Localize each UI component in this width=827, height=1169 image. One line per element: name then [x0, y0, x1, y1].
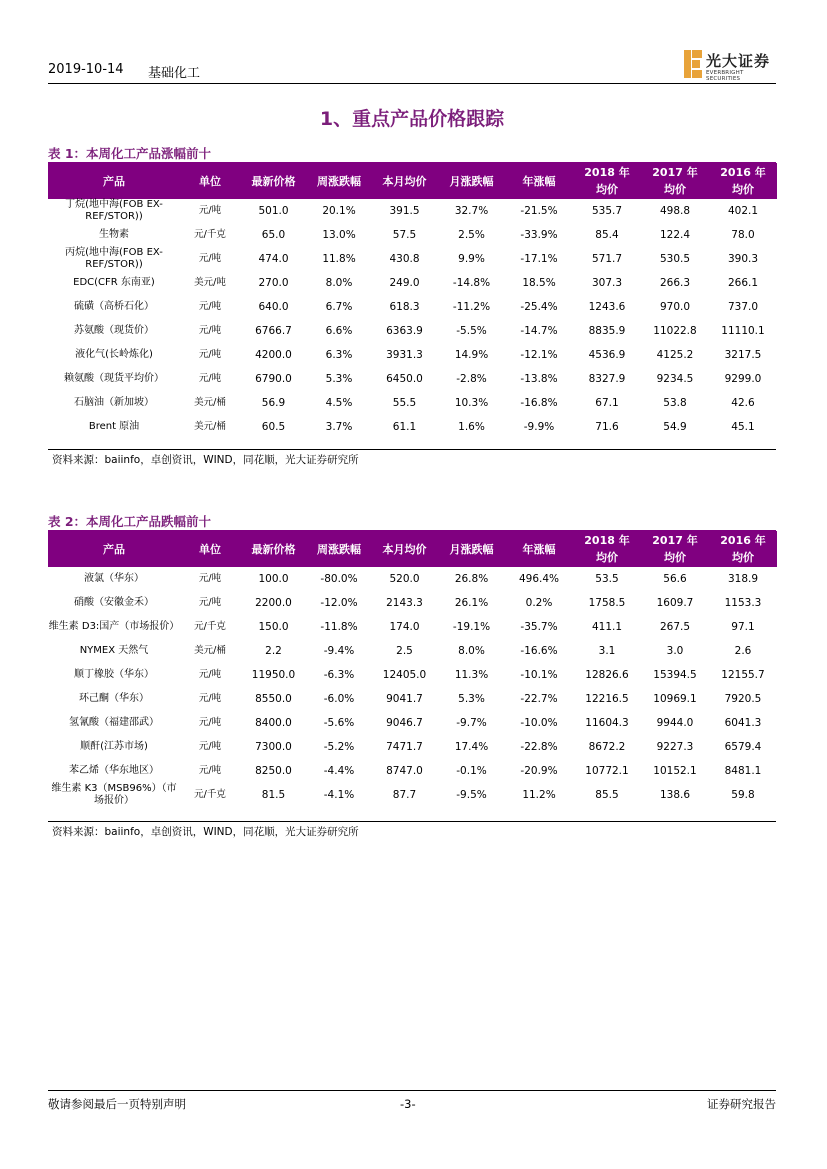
value-cell: 411.1 — [591, 621, 623, 633]
value-cell: -5.2% — [323, 741, 355, 753]
value-cell: 57.5 — [392, 229, 417, 241]
value-cell: 7471.7 — [386, 741, 423, 753]
value-cell: -9.4% — [323, 645, 355, 657]
value-cell: -14.8% — [452, 277, 491, 289]
column-header: 年涨幅 — [505, 163, 573, 199]
value-cell: 59.8 — [731, 789, 755, 801]
value-cell: 11.3% — [454, 669, 489, 681]
value-cell: -2.8% — [456, 373, 487, 385]
value-cell: 3.1 — [598, 645, 616, 657]
value-cell: 3931.3 — [386, 349, 423, 361]
value-cell: 1153.3 — [724, 597, 762, 609]
value-cell: 150.0 — [258, 621, 289, 633]
product-name: 液化气(长岭炼化) — [75, 349, 153, 360]
value-cell: 56.9 — [261, 397, 286, 409]
value-cell: 32.7% — [454, 205, 489, 217]
column-header: 单位 — [180, 531, 240, 567]
value-cell: -6.3% — [323, 669, 355, 681]
product-name: 生物素 — [99, 229, 129, 240]
value-cell: 53.8 — [663, 397, 687, 409]
value-cell: 11.8% — [322, 253, 356, 265]
value-cell: 6.6% — [325, 325, 353, 337]
product-name: 环己酮（华东） — [79, 693, 149, 704]
column-header: 产品 — [48, 163, 180, 199]
value-cell: 67.1 — [595, 397, 619, 409]
unit-cell: 元/吨 — [198, 573, 222, 584]
value-cell: -33.9% — [520, 229, 558, 241]
value-cell: -14.7% — [520, 325, 558, 337]
table-row — [48, 295, 777, 319]
value-cell: 391.5 — [389, 205, 420, 217]
value-cell: 10.3% — [454, 397, 489, 409]
table-row — [48, 367, 777, 391]
value-cell: 2.2 — [265, 645, 282, 657]
value-cell: 6790.0 — [255, 373, 292, 385]
value-cell: 122.4 — [659, 229, 691, 241]
value-cell: 498.8 — [659, 205, 691, 217]
value-cell: 12155.7 — [721, 669, 765, 681]
unit-cell: 元/吨 — [198, 717, 222, 728]
unit-cell: 元/千克 — [194, 789, 226, 800]
value-cell: -9.7% — [456, 717, 487, 729]
value-cell: 8481.1 — [724, 765, 762, 777]
value-cell: 5.3% — [458, 693, 485, 705]
value-cell: 17.4% — [454, 741, 489, 753]
value-cell: 571.7 — [591, 253, 623, 265]
table-row — [48, 343, 777, 367]
value-cell: 13.0% — [322, 229, 356, 241]
value-cell: 11.2% — [522, 789, 556, 801]
unit-cell: 美元/桶 — [194, 397, 226, 408]
column-header: 本月均价 — [371, 163, 438, 199]
value-cell: -25.4% — [520, 301, 558, 313]
table-row — [48, 271, 777, 295]
table-row — [48, 567, 777, 591]
unit-cell: 元/吨 — [198, 325, 222, 336]
value-cell: 97.1 — [731, 621, 755, 633]
value-cell: 430.8 — [389, 253, 420, 265]
product-name: 维生素 K3（MSB96%）（市场报价） — [51, 783, 177, 806]
column-header: 产品 — [48, 531, 180, 567]
disclaimer-note: 敬请参阅最后一页特别声明 — [48, 1097, 186, 1111]
value-cell: 7920.5 — [724, 693, 762, 705]
table-row — [48, 415, 777, 439]
value-cell: 249.0 — [389, 277, 420, 289]
value-cell: 138.6 — [659, 789, 691, 801]
column-header: 月涨跌幅 — [438, 163, 505, 199]
value-cell: 81.5 — [261, 789, 286, 801]
column-header: 2016 年 均价 — [709, 531, 777, 567]
value-cell: 5.3% — [325, 373, 353, 385]
value-cell: 266.3 — [659, 277, 691, 289]
table1-caption: 表 1：本周化工产品涨幅前十 — [48, 146, 212, 161]
value-cell: -10.0% — [520, 717, 558, 729]
product-name: 石脑油（新加坡） — [74, 397, 154, 408]
value-cell: 9041.7 — [386, 693, 423, 705]
value-cell: 496.4% — [518, 573, 560, 585]
product-name: NYMEX 天然气 — [79, 645, 149, 656]
value-cell: 8835.9 — [588, 325, 626, 337]
value-cell: 1758.5 — [588, 597, 626, 609]
value-cell: 8250.0 — [255, 765, 292, 777]
value-cell: 174.0 — [389, 621, 420, 633]
value-cell: -16.8% — [520, 397, 558, 409]
value-cell: -12.0% — [320, 597, 358, 609]
value-cell: 11950.0 — [251, 669, 296, 681]
value-cell: 9234.5 — [656, 373, 694, 385]
value-cell: 270.0 — [258, 277, 289, 289]
value-cell: 501.0 — [258, 205, 289, 217]
section-title: 1、重点产品价格跟踪 — [319, 108, 505, 130]
value-cell: 474.0 — [258, 253, 289, 265]
value-cell: 6579.4 — [724, 741, 762, 753]
product-name: 苏氨酸（现货价） — [74, 325, 154, 336]
product-name: 维生素 D3:国产（市场报价） — [48, 621, 180, 632]
column-header: 最新价格 — [240, 163, 307, 199]
value-cell: 85.4 — [595, 229, 619, 241]
value-cell: 1609.7 — [656, 597, 694, 609]
value-cell: 42.6 — [731, 397, 755, 409]
table-row — [48, 247, 777, 271]
column-header: 月涨跌幅 — [438, 531, 505, 567]
value-cell: 6450.0 — [386, 373, 423, 385]
value-cell: 8747.0 — [386, 765, 423, 777]
value-cell: 15394.5 — [653, 669, 697, 681]
value-cell: -35.7% — [520, 621, 558, 633]
product-name: 氢氰酸（福建邵武） — [69, 717, 159, 728]
value-cell: 0.2% — [525, 597, 553, 609]
value-cell: 6041.3 — [724, 717, 762, 729]
value-cell: 2.6 — [734, 645, 752, 657]
value-cell: 10969.1 — [653, 693, 697, 705]
value-cell: 6363.9 — [386, 325, 423, 337]
unit-cell: 元/吨 — [198, 301, 222, 312]
value-cell: 4200.0 — [255, 349, 292, 361]
value-cell: 307.3 — [591, 277, 623, 289]
value-cell: 3.7% — [325, 421, 353, 433]
product-name: 丁烷(地中海(FOB EX-REF/STOR)) — [65, 199, 163, 222]
value-cell: 26.1% — [454, 597, 489, 609]
value-cell: 6766.7 — [255, 325, 292, 337]
value-cell: 78.0 — [731, 229, 755, 241]
value-cell: 45.1 — [731, 421, 755, 433]
product-name: 硫磺（高桥石化） — [74, 301, 154, 312]
value-cell: 520.0 — [389, 573, 420, 585]
value-cell: 87.7 — [392, 789, 417, 801]
value-cell: 618.3 — [389, 301, 420, 313]
value-cell: -21.5% — [520, 205, 558, 217]
logo-text-en: EVERBRIGHT SECURITIES — [706, 70, 744, 82]
column-header: 单位 — [180, 163, 240, 199]
table1-body — [48, 199, 777, 439]
table-row — [48, 711, 777, 735]
column-header: 2018 年 均价 — [573, 163, 641, 199]
table2-body — [48, 567, 777, 807]
table2-caption: 表 2：本周化工产品跌幅前十 — [48, 514, 212, 529]
product-name: 顺酐(江苏市场) — [80, 741, 148, 752]
value-cell: 56.6 — [663, 573, 687, 585]
value-cell: -19.1% — [452, 621, 491, 633]
value-cell: 530.5 — [659, 253, 691, 265]
value-cell: 9299.0 — [724, 373, 762, 385]
value-cell: -22.7% — [520, 693, 558, 705]
brand-logo — [684, 48, 776, 82]
product-name: EDC(CFR 东南亚) — [73, 277, 155, 288]
value-cell: 11604.3 — [585, 717, 629, 729]
value-cell: -6.0% — [323, 693, 355, 705]
value-cell: -16.6% — [520, 645, 558, 657]
value-cell: 14.9% — [454, 349, 489, 361]
column-header: 本月均价 — [371, 531, 438, 567]
header-rule — [48, 83, 776, 84]
value-cell: -17.1% — [520, 253, 558, 265]
table2-bottom-rule — [48, 821, 776, 822]
value-cell: 71.6 — [595, 421, 619, 433]
column-header: 2016 年 均价 — [709, 163, 777, 199]
value-cell: 2200.0 — [255, 597, 292, 609]
unit-cell: 元/吨 — [198, 693, 222, 704]
unit-cell: 元/吨 — [198, 597, 222, 608]
value-cell: -9.9% — [523, 421, 555, 433]
value-cell: 100.0 — [258, 573, 289, 585]
value-cell: 60.5 — [261, 421, 286, 433]
product-name: 丙烷(地中海(FOB EX-REF/STOR)) — [65, 247, 163, 270]
value-cell: 12216.5 — [585, 693, 629, 705]
value-cell: 53.5 — [595, 573, 619, 585]
value-cell: 4.5% — [325, 397, 353, 409]
value-cell: 8.0% — [458, 645, 485, 657]
table-row — [48, 735, 777, 759]
value-cell: 12405.0 — [382, 669, 427, 681]
value-cell: 10772.1 — [585, 765, 629, 777]
table-row — [48, 223, 777, 247]
value-cell: 11110.1 — [721, 325, 765, 337]
value-cell: 61.1 — [392, 421, 417, 433]
product-name: 液氯（华东） — [84, 573, 144, 584]
unit-cell: 元/吨 — [198, 373, 222, 384]
value-cell: 26.8% — [454, 573, 489, 585]
value-cell: 11022.8 — [653, 325, 697, 337]
unit-cell: 元/吨 — [198, 349, 222, 360]
column-header: 周涨跌幅 — [307, 531, 371, 567]
table-row — [48, 615, 777, 639]
table-row — [48, 783, 777, 807]
value-cell: 9046.7 — [386, 717, 423, 729]
table1-bottom-rule — [48, 449, 776, 450]
value-cell: 1243.6 — [588, 301, 626, 313]
value-cell: 640.0 — [258, 301, 289, 313]
value-cell: -11.8% — [320, 621, 358, 633]
value-cell: 18.5% — [522, 277, 556, 289]
report-sector: 基础化工 — [148, 66, 201, 81]
page-header — [48, 52, 776, 84]
value-cell: 85.5 — [595, 789, 619, 801]
report-type: 证券研究报告 — [707, 1097, 776, 1111]
value-cell: 2143.3 — [386, 597, 423, 609]
unit-cell: 元/吨 — [198, 741, 222, 752]
footer-rule — [48, 1090, 776, 1091]
table1-source: 资料来源：baiinfo，卓创资讯，WIND，同花顺，光大证券研究所 — [52, 454, 359, 466]
value-cell: 8.0% — [325, 277, 353, 289]
logo-text-cn: 光大证券 — [706, 52, 771, 70]
value-cell: 390.3 — [727, 253, 759, 265]
value-cell: 4536.9 — [588, 349, 626, 361]
value-cell: 535.7 — [591, 205, 623, 217]
unit-cell: 美元/吨 — [194, 277, 226, 288]
table-row — [48, 687, 777, 711]
value-cell: -11.2% — [452, 301, 491, 313]
table-row — [48, 759, 777, 783]
page-number: -3- — [400, 1097, 416, 1111]
value-cell: -22.8% — [520, 741, 558, 753]
table2-losers — [48, 531, 777, 807]
product-name: 苯乙烯（华东地区） — [69, 765, 159, 776]
value-cell: 8400.0 — [255, 717, 292, 729]
value-cell: 3.0 — [666, 645, 684, 657]
value-cell: 10152.1 — [653, 765, 697, 777]
column-header: 年涨幅 — [505, 531, 573, 567]
value-cell: 9944.0 — [656, 717, 694, 729]
unit-cell: 元/千克 — [194, 621, 226, 632]
value-cell: 20.1% — [322, 205, 356, 217]
value-cell: -80.0% — [320, 573, 358, 585]
value-cell: 3217.5 — [724, 349, 762, 361]
table-row — [48, 639, 777, 663]
unit-cell: 元/吨 — [198, 253, 222, 264]
value-cell: 55.5 — [392, 397, 417, 409]
value-cell: 8327.9 — [588, 373, 626, 385]
table2-source: 资料来源：baiinfo，卓创资讯，WIND，同花顺，光大证券研究所 — [52, 826, 359, 838]
column-header: 2017 年 均价 — [641, 163, 709, 199]
value-cell: -4.1% — [323, 789, 355, 801]
table-row — [48, 391, 777, 415]
value-cell: -20.9% — [520, 765, 558, 777]
value-cell: 2.5% — [458, 229, 485, 241]
column-header: 最新价格 — [240, 531, 307, 567]
unit-cell: 美元/桶 — [194, 421, 226, 432]
value-cell: 9.9% — [458, 253, 485, 265]
value-cell: 266.1 — [727, 277, 759, 289]
value-cell: 267.5 — [659, 621, 691, 633]
table1-gainers — [48, 163, 777, 439]
unit-cell: 元/千克 — [194, 229, 226, 240]
unit-cell: 元/吨 — [198, 765, 222, 776]
product-name: Brent 原油 — [88, 421, 140, 432]
product-name: 赖氨酸（现货平均价） — [64, 373, 164, 384]
unit-cell: 元/吨 — [198, 669, 222, 680]
value-cell: 65.0 — [261, 229, 286, 241]
column-header: 周涨跌幅 — [307, 163, 371, 199]
logo-mark-icon — [684, 50, 702, 78]
product-name: 硝酸（安徽金禾） — [74, 597, 154, 608]
value-cell: 737.0 — [727, 301, 759, 313]
value-cell: -4.4% — [323, 765, 355, 777]
table-row — [48, 663, 777, 687]
value-cell: 9227.3 — [656, 741, 694, 753]
value-cell: -10.1% — [520, 669, 558, 681]
table2-header-row — [48, 531, 777, 567]
value-cell: 6.3% — [325, 349, 353, 361]
table-row — [48, 199, 777, 223]
value-cell: -5.5% — [456, 325, 487, 337]
value-cell: 1.6% — [458, 421, 485, 433]
table1-header-row — [48, 163, 777, 199]
report-date: 2019-10-14 — [48, 62, 124, 77]
value-cell: 970.0 — [659, 301, 691, 313]
product-name: 顺丁橡胶（华东） — [74, 669, 154, 680]
value-cell: 8672.2 — [588, 741, 626, 753]
value-cell: -9.5% — [456, 789, 487, 801]
value-cell: 2.5 — [396, 645, 413, 657]
value-cell: -13.8% — [520, 373, 558, 385]
unit-cell: 美元/桶 — [194, 645, 226, 656]
value-cell: 318.9 — [727, 573, 759, 585]
column-header: 2017 年 均价 — [641, 531, 709, 567]
value-cell: 4125.2 — [656, 349, 694, 361]
table-row — [48, 591, 777, 615]
value-cell: 402.1 — [727, 205, 759, 217]
value-cell: -5.6% — [323, 717, 355, 729]
value-cell: -0.1% — [456, 765, 487, 777]
value-cell: 6.7% — [325, 301, 353, 313]
unit-cell: 元/吨 — [198, 205, 222, 216]
value-cell: 54.9 — [663, 421, 687, 433]
value-cell: 12826.6 — [585, 669, 629, 681]
column-header: 2018 年 均价 — [573, 531, 641, 567]
value-cell: 8550.0 — [255, 693, 292, 705]
value-cell: -12.1% — [520, 349, 558, 361]
value-cell: 7300.0 — [255, 741, 292, 753]
table-row — [48, 319, 777, 343]
